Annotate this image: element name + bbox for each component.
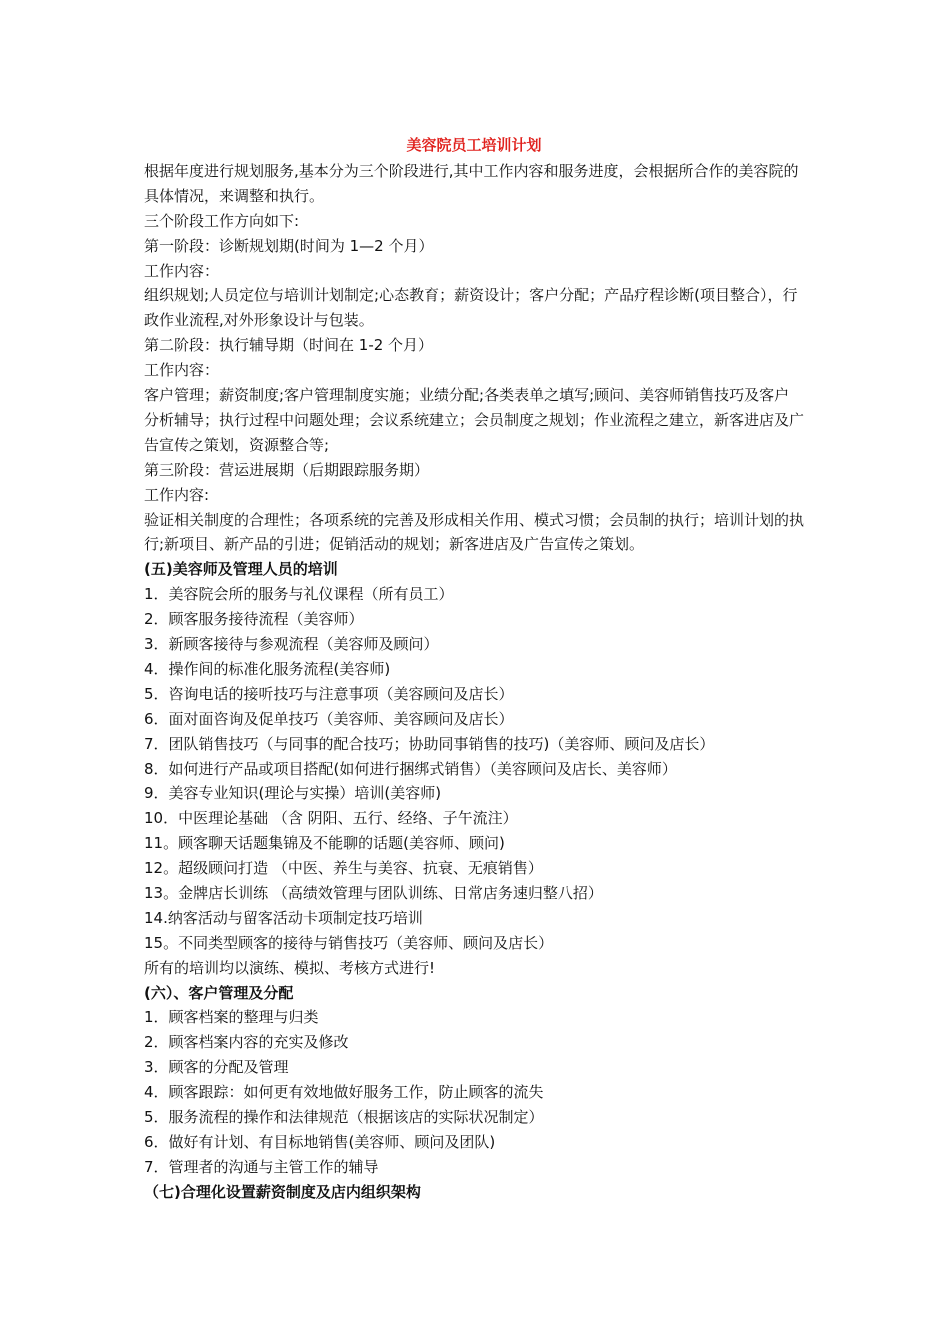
- phase3-title: 第三阶段：营运进展期（后期跟踪服务期）: [144, 460, 430, 479]
- phase1-content-label: 工作内容：: [144, 261, 220, 280]
- list-item: 8．如何进行产品或项目搭配(如何进行捆绑式销售）（美容顾问及店长、美容师）: [144, 759, 677, 778]
- list-item: 1．顾客档案的整理与归类: [144, 1008, 319, 1027]
- list-item: 3．顾客的分配及管理: [144, 1058, 289, 1077]
- list-item: 3．新顾客接待与参观流程（美容师及顾问）: [144, 635, 439, 654]
- list-item: 14.纳客活动与留客活动卡项制定技巧培训: [144, 908, 423, 927]
- list-item: 6．做好有计划、有目标地销售(美容师、顾问及团队): [144, 1132, 496, 1151]
- list-item: 2．顾客服务接待流程（美容师）: [144, 610, 364, 629]
- list-item: 1．美容院会所的服务与礼仪课程（所有员工）: [144, 585, 454, 604]
- intro-paragraph: 根据年度进行规划服务,基本分为三个阶段进行,其中工作内容和服务进度，会根据所合作的美容院的具体情况，来调整和执行。: [144, 162, 799, 205]
- phase2-content-label: 工作内容：: [144, 361, 220, 380]
- phase1-title: 第一阶段：诊断规划期(时间为 1—2 个月）: [144, 236, 434, 255]
- section6-heading: (六）、客户管理及分配: [144, 983, 294, 1002]
- list-item: 7．团队销售技巧（与同事的配合技巧；协助同事销售的技巧)（美容师、顾问及店长）: [144, 734, 715, 753]
- list-item: 15。不同类型顾客的接待与销售技巧（美容师、顾问及店长）: [144, 933, 554, 952]
- list-item: 9．美容专业知识(理论与实操）培训(美容师): [144, 784, 442, 803]
- list-item: 5．服务流程的操作和法律规范（根据该店的实际状况制定）: [144, 1107, 544, 1126]
- phase2-title: 第二阶段：执行辅导期（时间在 1-2 个月）: [144, 336, 434, 355]
- list-item: 11。顾客聊天话题集锦及不能聊的话题(美容师、顾问): [144, 834, 505, 853]
- list-item: 7．管理者的沟通与主管工作的辅导: [144, 1157, 379, 1176]
- section5-note: 所有的培训均以演练、模拟、考核方式进行!: [144, 958, 436, 977]
- page-title: 美容院员工培训计划: [406, 136, 542, 154]
- list-item: 12。超级顾问打造 （中医、养生与美容、抗衰、无痕销售）: [144, 859, 543, 878]
- phase3-content-label: 工作内容:: [144, 485, 210, 504]
- list-item: 4．顾客跟踪：如何更有效地做好服务工作，防止顾客的流失: [144, 1083, 544, 1102]
- phases-heading: 三个阶段工作方向如下:: [144, 211, 300, 230]
- list-item: 6．面对面咨询及促单技巧（美容师、美容顾问及店长）: [144, 709, 514, 728]
- list-item: 13。金牌店长训练 （高绩效管理与团队训练、日常店务速归整八招）: [144, 883, 603, 902]
- section5-list: [144, 582, 804, 955]
- section5-heading: (五)美容师及管理人员的培训: [144, 560, 338, 579]
- phase1-content: 组织规划;人员定位与培训计划制定;心态教育；薪资设计；客户分配；产品疗程诊断(项目整合），行政作业流程,对外形象设计与包装。: [144, 286, 798, 330]
- document-page: [144, 131, 804, 1205]
- phase2-content: 客户管理；薪资制度;客户管理制度实施；业绩分配;各类表单之填写;顾问、美容师销售技巧及客户分析辅导；执行过程中问题处理；会议系统建立；会员制度之规划；作业流程之建立，新客进店及广告宣传之策划，资源整合等;: [144, 386, 805, 454]
- list-item: 2．顾客档案内容的充实及修改: [144, 1033, 349, 1052]
- list-item: 5．咨询电话的接听技巧与注意事项（美容顾问及店长）: [144, 684, 514, 703]
- list-item: 4．操作间的标准化服务流程(美容师): [144, 659, 391, 678]
- section6-list: [144, 1005, 804, 1179]
- list-item: 10．中医理论基础 （含 阴阳、五行、经络、子午流注）: [144, 809, 518, 828]
- phase3-content: 验证相关制度的合理性；各项系统的完善及形成相关作用、模式习惯；会员制的执行；培训计划的执行;新项目、新产品的引进；促销活动的规划；新客进店及广告宣传之策划。: [144, 510, 805, 554]
- section7-heading: （七)合理化设置薪资制度及店内组织架构: [144, 1182, 421, 1201]
